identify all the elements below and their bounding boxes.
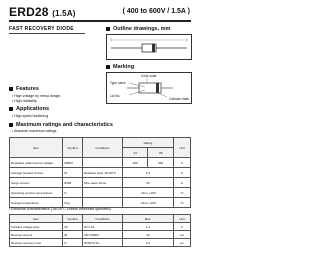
part-rating: (1.5A) — [52, 9, 76, 18]
section-square-icon — [9, 123, 13, 127]
part-title — [9, 5, 76, 19]
voltage-current-range: ( 400 to 600V / 1.5A ) — [122, 8, 190, 15]
column-header: Symbol — [63, 138, 83, 158]
diode-outline-icon — [107, 35, 191, 59]
marking-drawing — [106, 72, 192, 104]
column-header: Rating — [123, 138, 174, 148]
electrical-heading: • Electrical characteristics (Ta=25°C Unless otherwise specified) — [9, 207, 111, 211]
column-header: Max. — [123, 215, 174, 223]
outline-heading: Outline drawings, mm — [106, 26, 170, 32]
table-row: Reverse recovery time trr IF=IR=0.1A 0.4 µs — [10, 239, 191, 247]
table-row: Forward voltage drop VF IF=1.5A 1.1 V — [10, 223, 191, 231]
ratings-table — [9, 137, 191, 208]
column-header: Item — [10, 138, 63, 158]
column-header: Symbol — [63, 215, 83, 223]
column-header: Conditions — [83, 138, 123, 158]
column-header: Unit — [174, 215, 191, 223]
section-square-icon — [106, 27, 110, 31]
applications-heading: Applications — [9, 106, 49, 112]
marking-color-code: Color code — [141, 74, 157, 78]
marking-lot-no: Lot No. — [110, 94, 121, 98]
table-row: Average forward current IO Resistive load, Ta=50°C 1.5 A — [10, 168, 191, 178]
ratings-heading: Maximum ratings and characteristics — [9, 122, 113, 128]
column-header: Conditions — [83, 215, 123, 223]
section-square-icon — [9, 107, 13, 111]
column-header: Item — [10, 215, 63, 223]
feature-item: • High reliability — [12, 99, 37, 103]
table-row: Surge current IFSM Sine wave 10ms 50 A — [10, 178, 191, 188]
marking-type-name: Type name — [110, 81, 126, 85]
product-type-rule — [9, 33, 85, 34]
product-type: FAST RECOVERY DIODE — [9, 26, 74, 32]
column-header: 04 — [123, 148, 148, 158]
table-row: Storage temperature Tstg -40 to +150 °C — [10, 198, 191, 208]
section-square-icon — [9, 87, 13, 91]
marking-heading: Marking — [106, 64, 134, 70]
electrical-table — [9, 214, 191, 247]
ratings-subtitle: • Absolute maximum ratings — [12, 129, 57, 133]
section-square-icon — [106, 65, 110, 69]
column-header: 06 — [148, 148, 174, 158]
title-rule — [9, 20, 191, 22]
marking-cathode: Cathode mark — [169, 97, 190, 101]
part-number: ERD28 — [9, 5, 49, 19]
table-row: Repetitive peak reverse voltage VRRM 400 600 V — [10, 158, 191, 168]
table-row: Reverse current IR VR=VRRM 10 µA — [10, 231, 191, 239]
column-header: Unit — [174, 138, 191, 158]
feature-item: • High voltage by mesa design — [12, 94, 61, 98]
table-row: Operating junction temperature Tj -40 to +150 °C — [10, 188, 191, 198]
application-item: • High speed switching — [12, 114, 49, 118]
features-heading: Features — [9, 86, 39, 92]
outline-drawing — [106, 34, 192, 60]
